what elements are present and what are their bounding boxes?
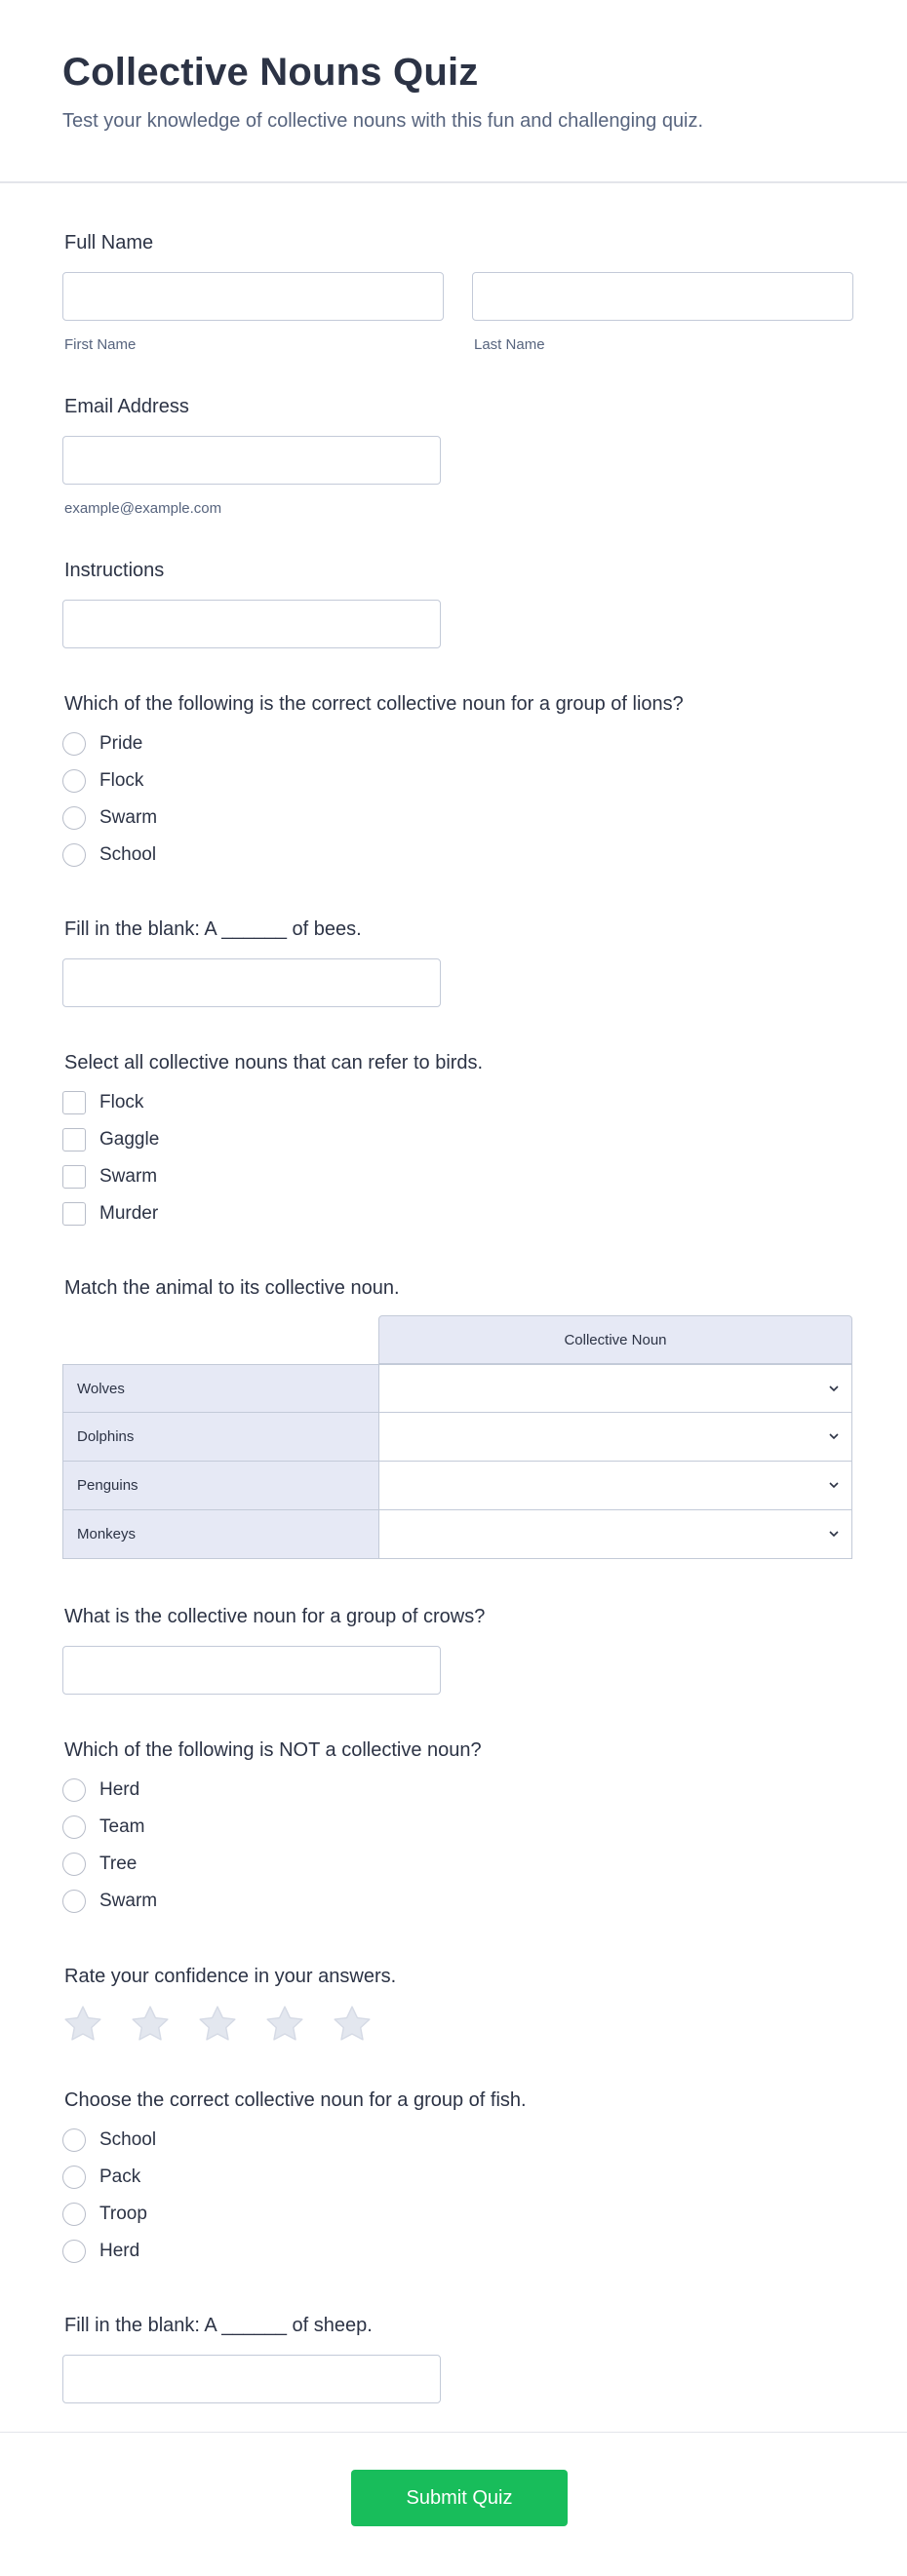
submit-button[interactable]: Submit Quiz <box>351 2470 568 2526</box>
matrix-column-header: Collective Noun <box>378 1315 852 1364</box>
fish-option-troop[interactable]: Troop <box>62 2196 527 2233</box>
page-subtitle: Test your knowledge of collective nouns with this fun and challenging quiz. <box>62 110 704 132</box>
checkbox[interactable] <box>62 1165 86 1189</box>
form-header <box>0 0 907 183</box>
question-birds <box>62 1052 483 1232</box>
chevron-down-icon <box>828 1383 840 1394</box>
email-input[interactable] <box>62 436 441 485</box>
lions-option-pride[interactable]: Pride <box>62 725 684 762</box>
question-rating-label: Rate your confidence in your answers. <box>64 1966 397 1987</box>
matrix-dropdown-penguins[interactable] <box>378 1462 852 1510</box>
birds-option-flock[interactable]: Flock <box>62 1084 483 1121</box>
email-label: Email Address <box>64 396 189 417</box>
lions-option-flock[interactable]: Flock <box>62 762 684 800</box>
checkbox[interactable] <box>62 1091 86 1114</box>
radio-button[interactable] <box>62 732 86 756</box>
first-name-sublabel: First Name <box>64 336 137 353</box>
not-option-tree[interactable]: Tree <box>62 1846 482 1883</box>
lions-options <box>62 725 684 874</box>
not-options <box>62 1772 482 1920</box>
radio-button[interactable] <box>62 2240 86 2263</box>
question-fish <box>62 2089 527 2270</box>
fish-options <box>62 2122 527 2270</box>
question-fish-label: Choose the correct collective noun for a group of fish. <box>64 2089 527 2111</box>
not-option-team[interactable]: Team <box>62 1809 482 1846</box>
matrix-row-monkeys: Monkeys <box>62 1510 378 1559</box>
matrix-row-wolves: Wolves <box>62 1364 378 1413</box>
matrix-dropdown-dolphins[interactable] <box>378 1413 852 1462</box>
birds-option-murder[interactable]: Murder <box>62 1195 483 1232</box>
checkbox[interactable] <box>62 1202 86 1226</box>
question-rating <box>62 1966 399 2045</box>
question-bees-label: Fill in the blank: A ______ of bees. <box>64 918 362 940</box>
sheep-input[interactable] <box>62 2355 441 2403</box>
not-option-herd[interactable]: Herd <box>62 1772 482 1809</box>
question-sheep-label: Fill in the blank: A ______ of sheep. <box>64 2315 373 2336</box>
question-lions-label: Which of the following is the correct collective noun for a group of lions? <box>64 693 684 715</box>
question-match <box>62 1277 852 1559</box>
chevron-down-icon <box>828 1430 840 1442</box>
birds-options <box>62 1084 483 1232</box>
full-name-field <box>62 232 853 353</box>
radio-button[interactable] <box>62 843 86 867</box>
instructions-field <box>62 560 441 648</box>
full-name-label: Full Name <box>64 232 154 254</box>
fish-option-herd[interactable]: Herd <box>62 2233 527 2270</box>
birds-option-swarm[interactable]: Swarm <box>62 1158 483 1195</box>
page-title: Collective Nouns Quiz <box>62 51 479 94</box>
lions-option-swarm[interactable]: Swarm <box>62 800 684 837</box>
question-crows-label: What is the collective noun for a group of crows? <box>64 1606 486 1627</box>
instructions-input[interactable] <box>62 600 441 648</box>
lions-option-school[interactable]: School <box>62 837 684 874</box>
matrix-dropdown-wolves[interactable] <box>378 1364 852 1413</box>
question-match-label: Match the animal to its collective noun. <box>64 1277 400 1299</box>
star-icon[interactable] <box>197 2004 238 2045</box>
question-sheep <box>62 2315 441 2403</box>
bees-input[interactable] <box>62 958 441 1007</box>
fish-option-school[interactable]: School <box>62 2122 527 2159</box>
question-crows <box>62 1606 485 1695</box>
checkbox[interactable] <box>62 1128 86 1151</box>
radio-button[interactable] <box>62 2203 86 2226</box>
instructions-label: Instructions <box>64 560 165 581</box>
first-name-input[interactable] <box>62 272 444 321</box>
radio-button[interactable] <box>62 2166 86 2189</box>
question-lions <box>62 693 684 874</box>
not-option-swarm[interactable]: Swarm <box>62 1883 482 1920</box>
form-footer <box>0 2432 907 2576</box>
radio-button[interactable] <box>62 806 86 830</box>
crows-input[interactable] <box>62 1646 441 1695</box>
question-not-label: Which of the following is NOT a collective noun? <box>64 1739 482 1761</box>
fish-option-pack[interactable]: Pack <box>62 2159 527 2196</box>
matrix-corner <box>62 1315 378 1364</box>
match-matrix <box>62 1315 852 1559</box>
radio-button[interactable] <box>62 2128 86 2152</box>
star-icon[interactable] <box>264 2004 305 2045</box>
matrix-row-dolphins: Dolphins <box>62 1413 378 1462</box>
email-field <box>62 396 441 517</box>
chevron-down-icon <box>828 1528 840 1540</box>
radio-button[interactable] <box>62 769 86 793</box>
matrix-row-penguins: Penguins <box>62 1462 378 1510</box>
question-birds-label: Select all collective nouns that can refer to birds. <box>64 1052 484 1073</box>
star-icon[interactable] <box>332 2004 373 2045</box>
last-name-sublabel: Last Name <box>474 336 545 353</box>
star-rating <box>62 2004 399 2045</box>
question-not-collective <box>62 1739 482 1920</box>
question-bees <box>62 918 441 1007</box>
radio-button[interactable] <box>62 1778 86 1802</box>
star-icon[interactable] <box>62 2004 103 2045</box>
last-name-input[interactable] <box>472 272 853 321</box>
matrix-dropdown-monkeys[interactable] <box>378 1510 852 1559</box>
chevron-down-icon <box>828 1479 840 1491</box>
radio-button[interactable] <box>62 1853 86 1876</box>
radio-button[interactable] <box>62 1890 86 1913</box>
email-sublabel: example@example.com <box>64 500 222 517</box>
radio-button[interactable] <box>62 1815 86 1839</box>
birds-option-gaggle[interactable]: Gaggle <box>62 1121 483 1158</box>
star-icon[interactable] <box>130 2004 171 2045</box>
